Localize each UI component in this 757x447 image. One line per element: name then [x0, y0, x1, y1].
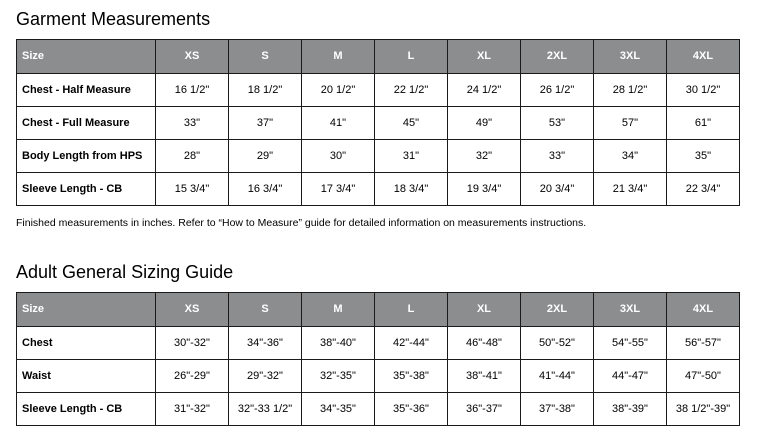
table-cell: 32"-33 1/2"	[229, 393, 302, 426]
table-cell: 61"	[667, 107, 740, 140]
table-cell: 34"	[594, 140, 667, 173]
table-cell: 36"-37"	[448, 393, 521, 426]
table-cell: 31"-32"	[156, 393, 229, 426]
table-cell: 21 3/4"	[594, 173, 667, 206]
size-header-xl: XL	[448, 293, 521, 327]
table-cell: 57"	[594, 107, 667, 140]
row-label: Sleeve Length - CB	[17, 173, 156, 206]
garment-measurements-table	[16, 39, 740, 206]
table-row	[17, 360, 740, 393]
table-row	[17, 173, 740, 206]
row-label: Chest - Full Measure	[17, 107, 156, 140]
table-cell: 38"-39"	[594, 393, 667, 426]
table-cell: 35"-38"	[375, 360, 448, 393]
table-header-row	[17, 293, 740, 327]
adult-sizing-guide-title: Adult General Sizing Guide	[16, 262, 234, 282]
table-cell: 16 1/2"	[156, 74, 229, 107]
table-cell: 38"-40"	[302, 327, 375, 360]
table-cell: 28"	[156, 140, 229, 173]
row-label: Chest	[17, 327, 156, 360]
row-label: Sleeve Length - CB	[17, 393, 156, 426]
size-header-s: S	[229, 40, 302, 74]
adult-sizing-guide-table	[16, 292, 740, 426]
size-header-3xl: 3XL	[594, 293, 667, 327]
table-cell: 38 1/2"-39"	[667, 393, 740, 426]
table-cell: 20 3/4"	[521, 173, 594, 206]
size-header-m: M	[302, 293, 375, 327]
table-cell: 37"	[229, 107, 302, 140]
table-row	[17, 327, 740, 360]
table-cell: 50"-52"	[521, 327, 594, 360]
garment-measurements-title: Garment Measurements	[16, 9, 211, 29]
size-header-label: Size	[17, 40, 156, 74]
size-header-l: L	[375, 293, 448, 327]
size-header-label: Size	[17, 293, 156, 327]
table-cell: 22 1/2"	[375, 74, 448, 107]
table-cell: 37"-38"	[521, 393, 594, 426]
table-cell: 28 1/2"	[594, 74, 667, 107]
size-header-2xl: 2XL	[521, 40, 594, 74]
table-cell: 26"-29"	[156, 360, 229, 393]
size-header-xs: XS	[156, 40, 229, 74]
table-cell: 32"	[448, 140, 521, 173]
table-cell: 46"-48"	[448, 327, 521, 360]
size-header-4xl: 4XL	[667, 40, 740, 74]
table-row	[17, 140, 740, 173]
table-row	[17, 74, 740, 107]
table-row	[17, 393, 740, 426]
table-cell: 35"-36"	[375, 393, 448, 426]
table-cell: 17 3/4"	[302, 173, 375, 206]
table-cell: 47"-50"	[667, 360, 740, 393]
table-cell: 34"-35"	[302, 393, 375, 426]
table-cell: 30"	[302, 140, 375, 173]
table-cell: 54"-55"	[594, 327, 667, 360]
table-cell: 56"-57"	[667, 327, 740, 360]
size-header-m: M	[302, 40, 375, 74]
table-cell: 32"-35"	[302, 360, 375, 393]
measurements-footnote: Finished measurements in inches. Refer to “How to Measure” guide for detailed information on measurements instructions.	[16, 217, 587, 229]
table-cell: 44"-47"	[594, 360, 667, 393]
table-cell: 33"	[156, 107, 229, 140]
size-header-4xl: 4XL	[667, 293, 740, 327]
table-cell: 20 1/2"	[302, 74, 375, 107]
table-cell: 29"	[229, 140, 302, 173]
table-cell: 31"	[375, 140, 448, 173]
table-row	[17, 107, 740, 140]
size-header-xs: XS	[156, 293, 229, 327]
table-cell: 41"-44"	[521, 360, 594, 393]
table-cell: 33"	[521, 140, 594, 173]
table-cell: 49"	[448, 107, 521, 140]
table-cell: 15 3/4"	[156, 173, 229, 206]
table-cell: 30"-32"	[156, 327, 229, 360]
size-header-3xl: 3XL	[594, 40, 667, 74]
table-cell: 30 1/2"	[667, 74, 740, 107]
row-label: Waist	[17, 360, 156, 393]
size-header-2xl: 2XL	[521, 293, 594, 327]
size-header-xl: XL	[448, 40, 521, 74]
table-cell: 29"-32"	[229, 360, 302, 393]
size-header-s: S	[229, 293, 302, 327]
table-cell: 41"	[302, 107, 375, 140]
size-header-l: L	[375, 40, 448, 74]
table-cell: 45"	[375, 107, 448, 140]
table-cell: 35"	[667, 140, 740, 173]
table-cell: 53"	[521, 107, 594, 140]
table-cell: 26 1/2"	[521, 74, 594, 107]
table-cell: 18 1/2"	[229, 74, 302, 107]
table-cell: 42"-44"	[375, 327, 448, 360]
table-cell: 19 3/4"	[448, 173, 521, 206]
table-header-row	[17, 40, 740, 74]
table-cell: 38"-41"	[448, 360, 521, 393]
table-cell: 22 3/4"	[667, 173, 740, 206]
table-cell: 34"-36"	[229, 327, 302, 360]
row-label: Chest - Half Measure	[17, 74, 156, 107]
row-label: Body Length from HPS	[17, 140, 156, 173]
table-cell: 24 1/2"	[448, 74, 521, 107]
table-cell: 18 3/4"	[375, 173, 448, 206]
table-cell: 16 3/4"	[229, 173, 302, 206]
